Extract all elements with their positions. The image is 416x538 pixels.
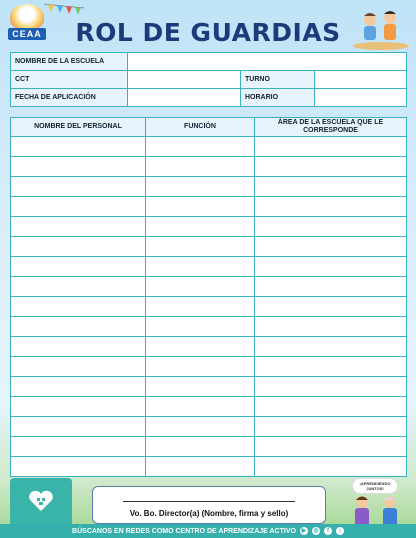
fecha-field[interactable] — [128, 89, 241, 107]
logo-text: CEAA — [8, 28, 46, 40]
tiktok-icon[interactable]: ♪ — [336, 527, 344, 535]
funcion-cell[interactable] — [146, 297, 255, 317]
horario-label: HORARIO — [241, 89, 315, 107]
nombre-cell[interactable] — [11, 177, 146, 197]
table-row — [11, 157, 407, 177]
area-cell[interactable] — [255, 417, 407, 437]
director-signature-box[interactable] — [92, 486, 326, 524]
area-cell[interactable] — [255, 137, 407, 157]
table-row — [11, 177, 407, 197]
turno-field[interactable] — [315, 71, 407, 89]
area-cell[interactable] — [255, 217, 407, 237]
nombre-cell[interactable] — [11, 437, 146, 457]
funcion-cell[interactable] — [146, 317, 255, 337]
table-row — [11, 357, 407, 377]
roster-table — [10, 117, 407, 477]
school-info-table — [10, 52, 407, 107]
funcion-cell[interactable] — [146, 337, 255, 357]
nombre-cell[interactable] — [11, 397, 146, 417]
area-cell[interactable] — [255, 257, 407, 277]
area-cell[interactable] — [255, 297, 407, 317]
nombre-cell[interactable] — [11, 317, 146, 337]
funcion-cell[interactable] — [146, 137, 255, 157]
nombre-cell[interactable] — [11, 197, 146, 217]
turno-label: TURNO — [241, 71, 315, 89]
funcion-cell[interactable] — [146, 397, 255, 417]
speech-bubble: ¡APRENDIENDO JUNTOS! — [352, 478, 398, 494]
signature-line — [123, 501, 295, 502]
area-cell[interactable] — [255, 397, 407, 417]
funcion-cell[interactable] — [146, 177, 255, 197]
table-row — [11, 257, 407, 277]
youtube-icon[interactable]: ▶ — [301, 528, 307, 534]
area-cell[interactable] — [255, 377, 407, 397]
nombre-cell[interactable] — [11, 217, 146, 237]
area-cell[interactable] — [255, 337, 407, 357]
footer-bar — [0, 524, 416, 538]
table-row — [11, 457, 407, 477]
qr-code-panel[interactable] — [10, 478, 72, 526]
nombre-cell[interactable] — [11, 137, 146, 157]
table-row — [11, 297, 407, 317]
funcion-cell[interactable] — [146, 157, 255, 177]
table-row — [11, 137, 407, 157]
footer-text: BÚSCANOS EN REDES COMO CENTRO DE APRENDIZAJE ACTIVO — [72, 527, 296, 535]
nombre-cell[interactable] — [11, 157, 146, 177]
horario-field[interactable] — [315, 89, 407, 107]
area-cell[interactable] — [255, 237, 407, 257]
nombre-cell[interactable] — [11, 237, 146, 257]
funcion-cell[interactable] — [146, 377, 255, 397]
funcion-cell[interactable] — [146, 217, 255, 237]
cct-field[interactable] — [128, 71, 241, 89]
table-row — [11, 397, 407, 417]
nombre-cell[interactable] — [11, 277, 146, 297]
heart-qr-icon — [28, 490, 54, 512]
nombre-cell[interactable] — [11, 357, 146, 377]
area-cell[interactable] — [255, 157, 407, 177]
children-illustration — [352, 6, 410, 50]
nombre-cell[interactable] — [11, 377, 146, 397]
col-header-area: ÁREA DE LA ESCUELA QUE LE CORRESPONDE — [255, 118, 407, 137]
funcion-cell[interactable] — [146, 257, 255, 277]
table-row — [11, 217, 407, 237]
funcion-cell[interactable] — [146, 197, 255, 217]
table-row — [11, 377, 407, 397]
page-title: ROL DE GUARDIAS — [75, 18, 341, 47]
table-row — [11, 197, 407, 217]
instagram-icon[interactable]: ◎ — [313, 528, 319, 534]
facebook-icon[interactable]: f — [324, 527, 332, 535]
school-name-label: NOMBRE DE LA ESCUELA — [11, 53, 128, 71]
nombre-cell[interactable] — [11, 337, 146, 357]
funcion-cell[interactable] — [146, 277, 255, 297]
funcion-cell[interactable] — [146, 457, 255, 477]
signature-label: Vo. Bo. Director(a) (Nombre, firma y sello) — [129, 509, 289, 518]
funcion-cell[interactable] — [146, 417, 255, 437]
col-header-nombre: NOMBRE DEL PERSONAL — [11, 118, 146, 137]
area-cell[interactable] — [255, 317, 407, 337]
table-row — [11, 237, 407, 257]
nombre-cell[interactable] — [11, 257, 146, 277]
fecha-label: FECHA DE APLICACIÓN — [11, 89, 128, 107]
nombre-cell[interactable] — [11, 457, 146, 477]
area-cell[interactable] — [255, 437, 407, 457]
table-row — [11, 417, 407, 437]
table-row — [11, 437, 407, 457]
area-cell[interactable] — [255, 277, 407, 297]
bunting-decoration — [44, 2, 84, 18]
table-row — [11, 337, 407, 357]
funcion-cell[interactable] — [146, 357, 255, 377]
funcion-cell[interactable] — [146, 437, 255, 457]
table-row — [11, 277, 407, 297]
nombre-cell[interactable] — [11, 297, 146, 317]
area-cell[interactable] — [255, 197, 407, 217]
table-row — [11, 317, 407, 337]
area-cell[interactable] — [255, 177, 407, 197]
area-cell[interactable] — [255, 457, 407, 477]
school-name-field[interactable] — [128, 53, 407, 71]
nombre-cell[interactable] — [11, 417, 146, 437]
funcion-cell[interactable] — [146, 237, 255, 257]
area-cell[interactable] — [255, 357, 407, 377]
teachers-illustration — [342, 494, 412, 526]
cct-label: CCT — [11, 71, 128, 89]
col-header-funcion: FUNCIÓN — [146, 118, 255, 137]
